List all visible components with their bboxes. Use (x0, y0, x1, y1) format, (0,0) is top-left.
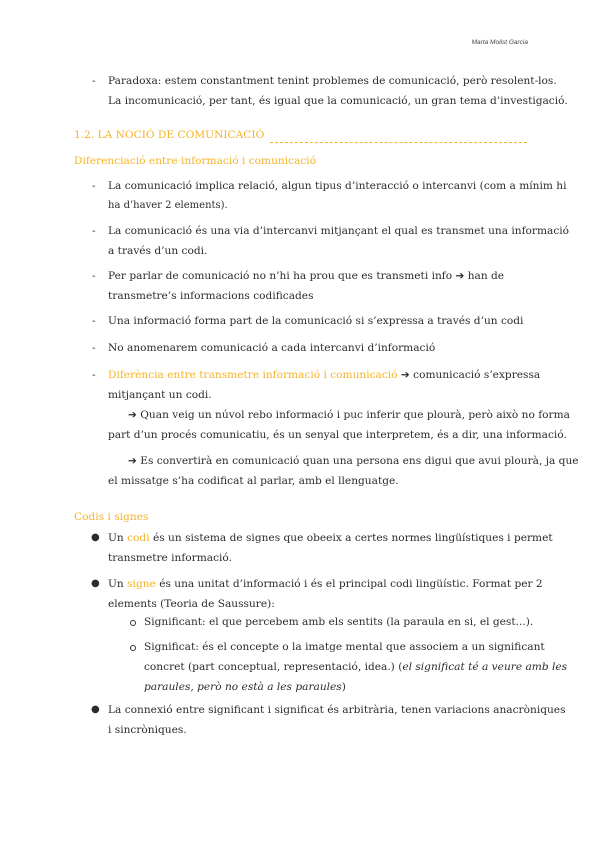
item-line: Significat: és el concepte o la imatge mental que associem a un significant (144, 641, 545, 653)
bullet-marker: ● (91, 532, 100, 543)
item-line: i sincròniques. (108, 724, 187, 736)
highlight-term: Diferència entre transmetre informació i comunicació (108, 369, 398, 381)
dash-marker: - (92, 369, 96, 381)
item-line: ha d’haver 2 elements). (108, 200, 228, 211)
item-text-italic: el significat té a veure amb les (402, 661, 568, 673)
item-line: part d’un procés comunicatiu, és un senyal que interpretem, és a dir, una informació. (108, 429, 567, 441)
item-line: Per parlar de comunicació no n’hi ha prou que es transmeti info ➔ han de (108, 270, 505, 282)
item-line: La connexió entre significant i significat és arbitrària, tenen variacions anacròniques (108, 704, 566, 716)
item-line (108, 365, 541, 385)
item-line: a través d’un codi. (108, 245, 208, 257)
item-line: transmetre’s informacions codificades (108, 290, 314, 302)
dash-marker: - (92, 180, 96, 192)
item-text: Un (108, 532, 128, 544)
item-text: és una unitat d’informació i és el principal codi lingüístic. Format per 2 (155, 578, 543, 590)
item-line (108, 528, 553, 548)
item-line: La comunicació és una via d’intercanvi mitjançant el qual es transmet una informació (108, 225, 570, 237)
item-text-italic: paraules, però no està a les paraules (144, 681, 342, 693)
intro-line-2: La incomunicació, per tant, és igual que la comunicació, un gran tema d’investigació. (108, 95, 568, 107)
section-title: 1.2. LA NOCIÓ DE COMUNICACIÓ (74, 129, 265, 141)
item-line: el missatge s’ha codificat al parlar, amb el llenguatge. (108, 475, 399, 487)
intro-line-1: Paradoxa: estem constantment tenint problemes de comunicació, però resolent-los. (108, 75, 557, 87)
item-line: mitjançant un codi. (108, 389, 212, 401)
item-text: ) (341, 681, 346, 693)
item-line: Significant: el que percebem amb els sentits (la paraula en si, el gest...). (144, 616, 534, 628)
item-text: ➔ comunicació s’expressa (397, 369, 541, 381)
item-line: elements (Teoria de Saussure): (108, 598, 275, 610)
highlight-term: signe (127, 578, 156, 590)
dash-marker: - (92, 225, 96, 237)
item-line: Una informació forma part de la comunicació si s’expressa a través d’un codi (108, 315, 524, 327)
item-text: Un (108, 578, 128, 590)
dash-marker: - (92, 315, 96, 327)
item-line (144, 657, 568, 677)
bullet-marker: ● (91, 704, 100, 715)
circle-marker (130, 645, 136, 651)
intro-text (108, 71, 568, 111)
dash-marker: - (92, 270, 96, 282)
item-line: No anomenarem comunicació a cada intercanvi d’informació (108, 342, 436, 354)
item-line: ➔ Quan veig un núvol rebo informació i puc inferir que plourà, però això no forma (128, 409, 570, 421)
dash-marker: - (92, 75, 96, 87)
highlight-term: codi (127, 532, 150, 544)
item-line: La comunicació implica relació, algun tipus d’interacció o intercanvi (com a mínim hi (108, 180, 567, 192)
page-header-author: Marta Molist Garcia (471, 39, 528, 46)
item-text: concret (part conceptual, representació, idea.) ( (144, 661, 403, 673)
item-line (108, 574, 543, 594)
item-text: és un sistema de signes que obeeix a certes normes lingüístiques i permet (149, 532, 553, 544)
item-line: transmetre informació. (108, 552, 232, 564)
item-line (144, 677, 527, 697)
bullet-marker: ● (91, 578, 100, 589)
subsection-title-codis: Codis i signes (74, 511, 149, 523)
subsection-title-diferenciacio: Diferenciació entre informació i comunicació (74, 155, 317, 167)
item-line: ➔ Es convertirà en comunicació quan una persona ens digui que avui plourà, ja que (128, 455, 579, 467)
dash-marker: - (92, 342, 96, 354)
circle-marker (130, 620, 136, 626)
section-underline (270, 142, 527, 143)
